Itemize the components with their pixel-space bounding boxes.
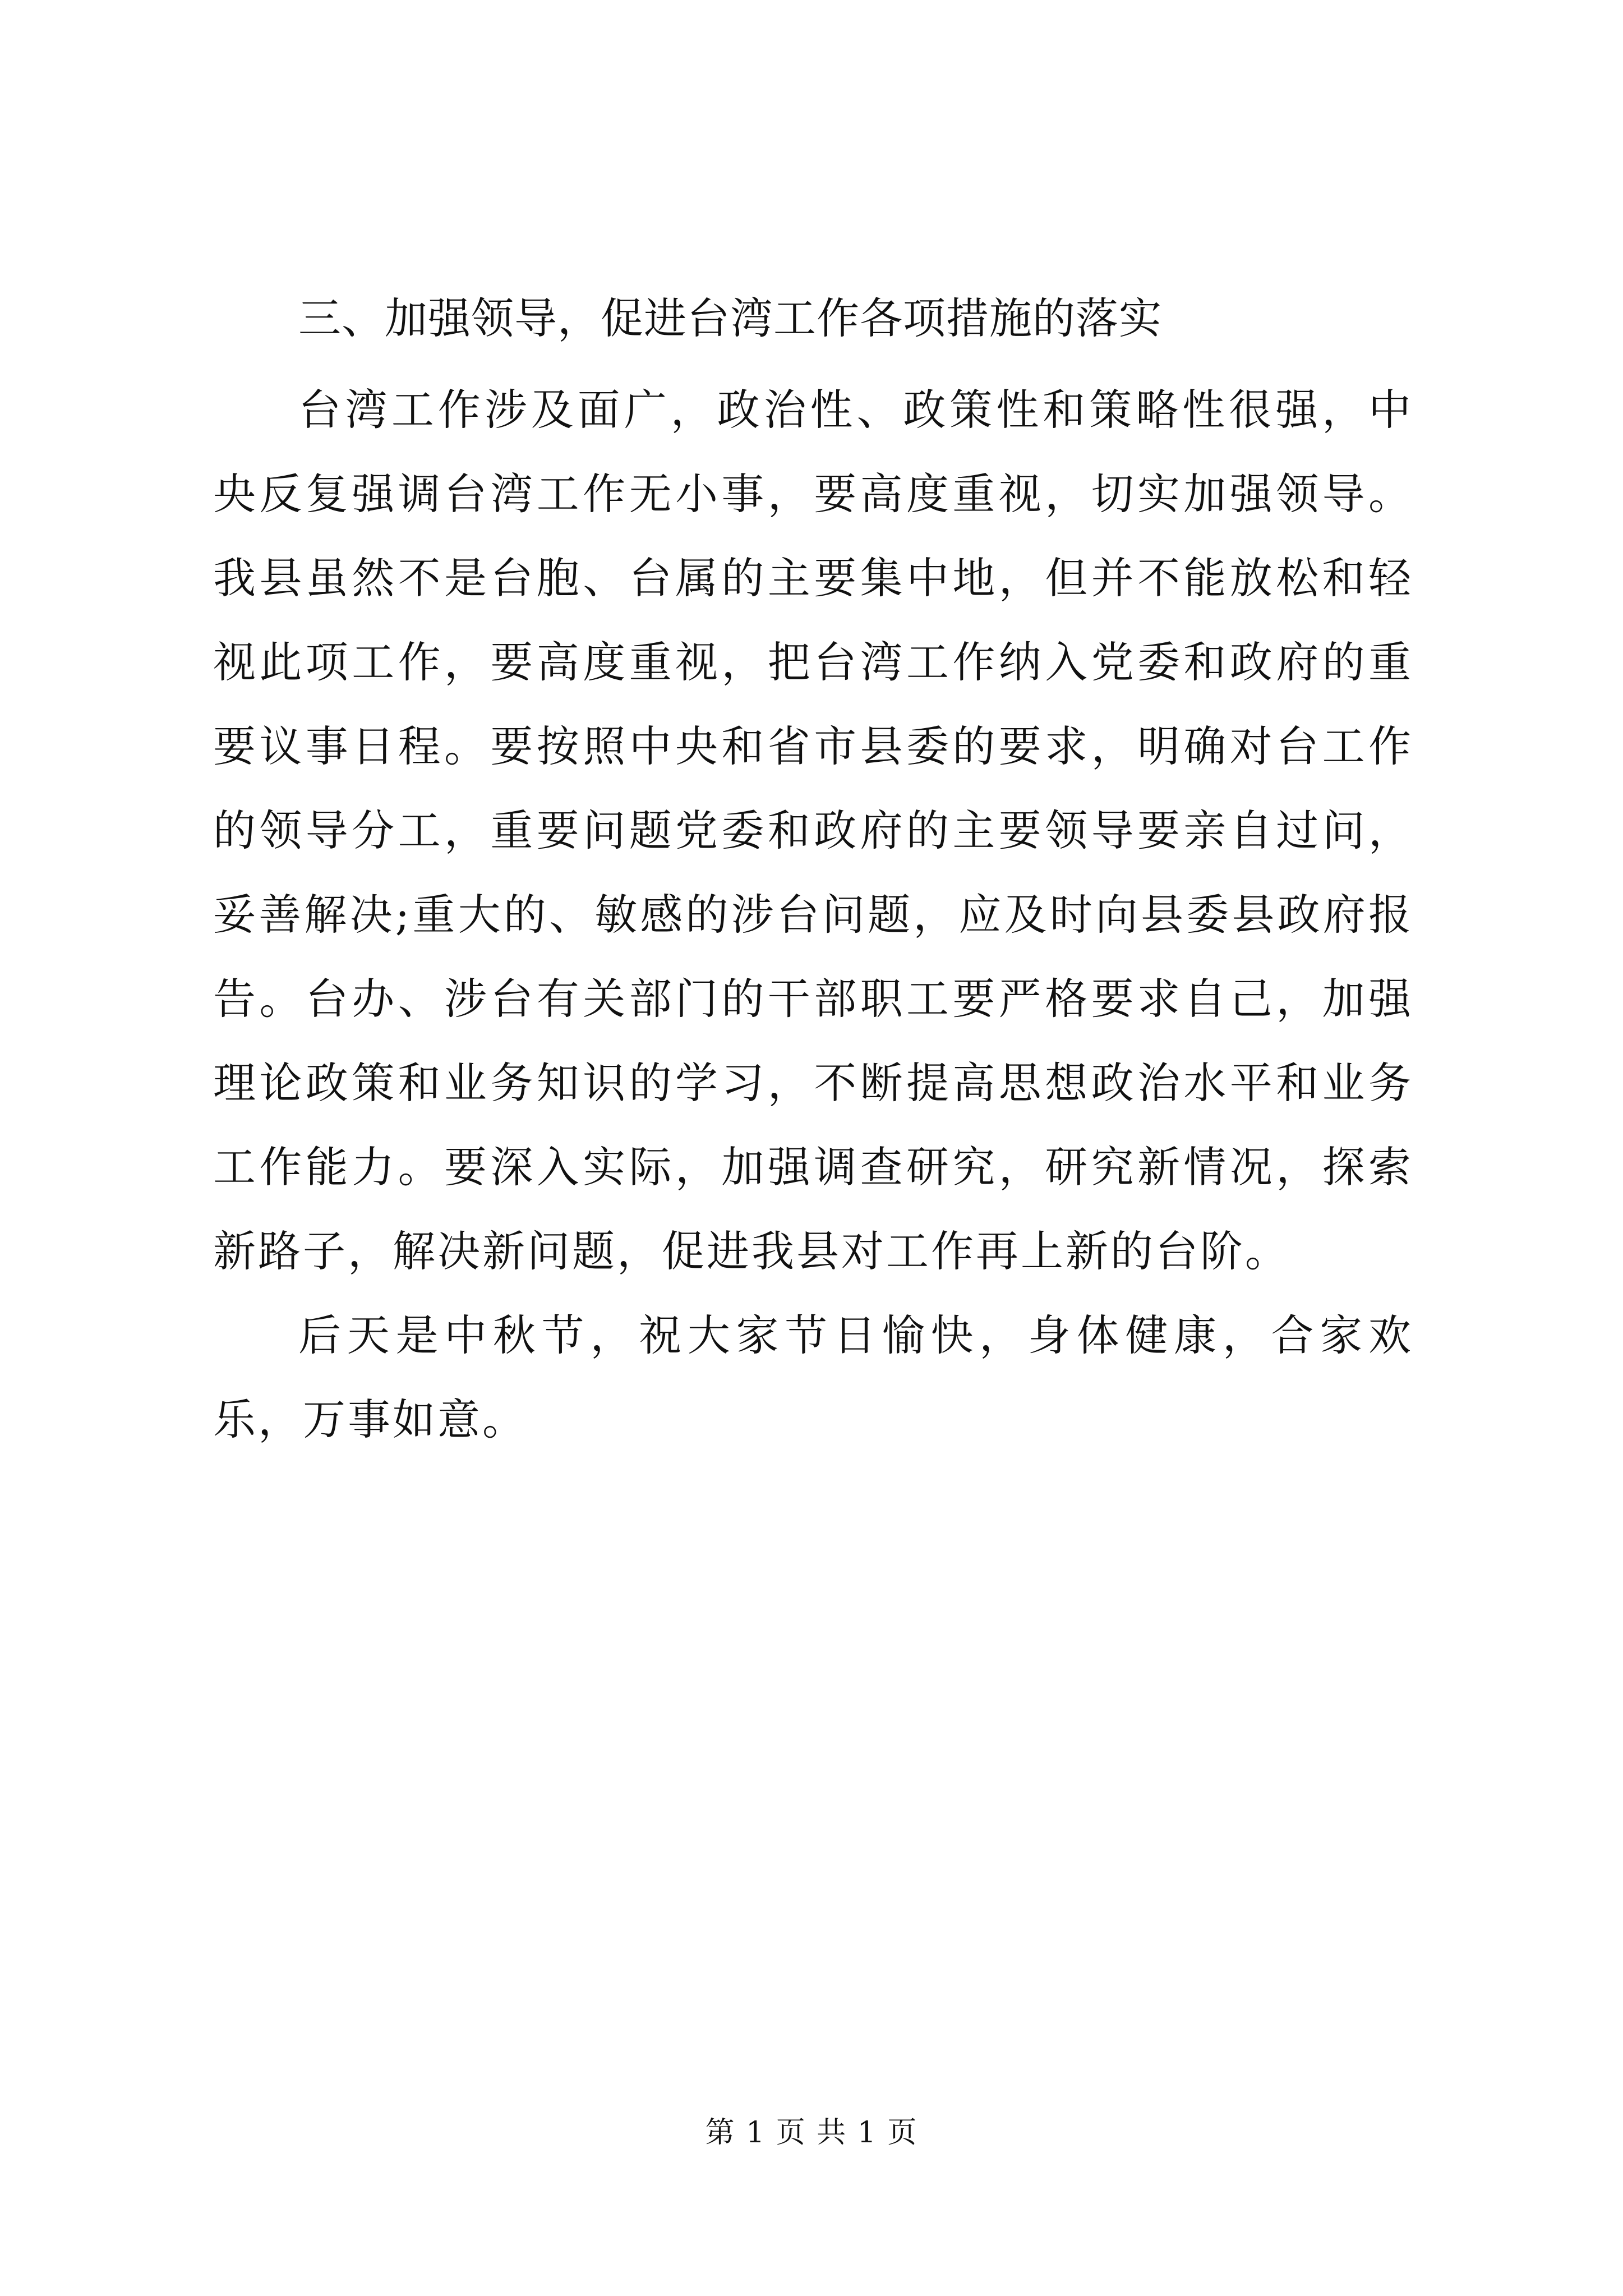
body-paragraph-2: 后天是中秋节，祝大家节日愉快，身体健康，合家欢乐，万事如意。	[213, 1310, 1413, 1444]
body-paragraph-1: 台湾工作涉及面广，政治性、政策性和策略性很强，中央反复强调台湾工作无小事，要高度重视，切实加强领导。我县虽然不是台胞、台属的主要集中地，但并不能放松和轻视此项工作，要高度重视，把台湾工作纳入党委和政府的重要议事日程。要按照中央和省市县委的要求，明确对台工作的领导分工，重要问题党委和政府的主要领导要亲自过问，妥善解决;重大的、敏感的涉台问题，应及时向县委县政府报告。台办、涉台有关部门的干部职工要严格要求自己，加强理论政策和业务知识的学习，不断提高思想政治水平和业务工作能力。要深入实际，加强调查研究，研究新情况，探索新路子，解决新问题，促进我县对工作再上新的台阶。	[213, 385, 1413, 1276]
section-heading: 三、加强领导，促进台湾工作各项措施的落实	[298, 293, 1162, 343]
document-body	[213, 292, 1413, 1462]
page-number-footer: 第 1 页 共 1 页	[705, 2116, 918, 2150]
